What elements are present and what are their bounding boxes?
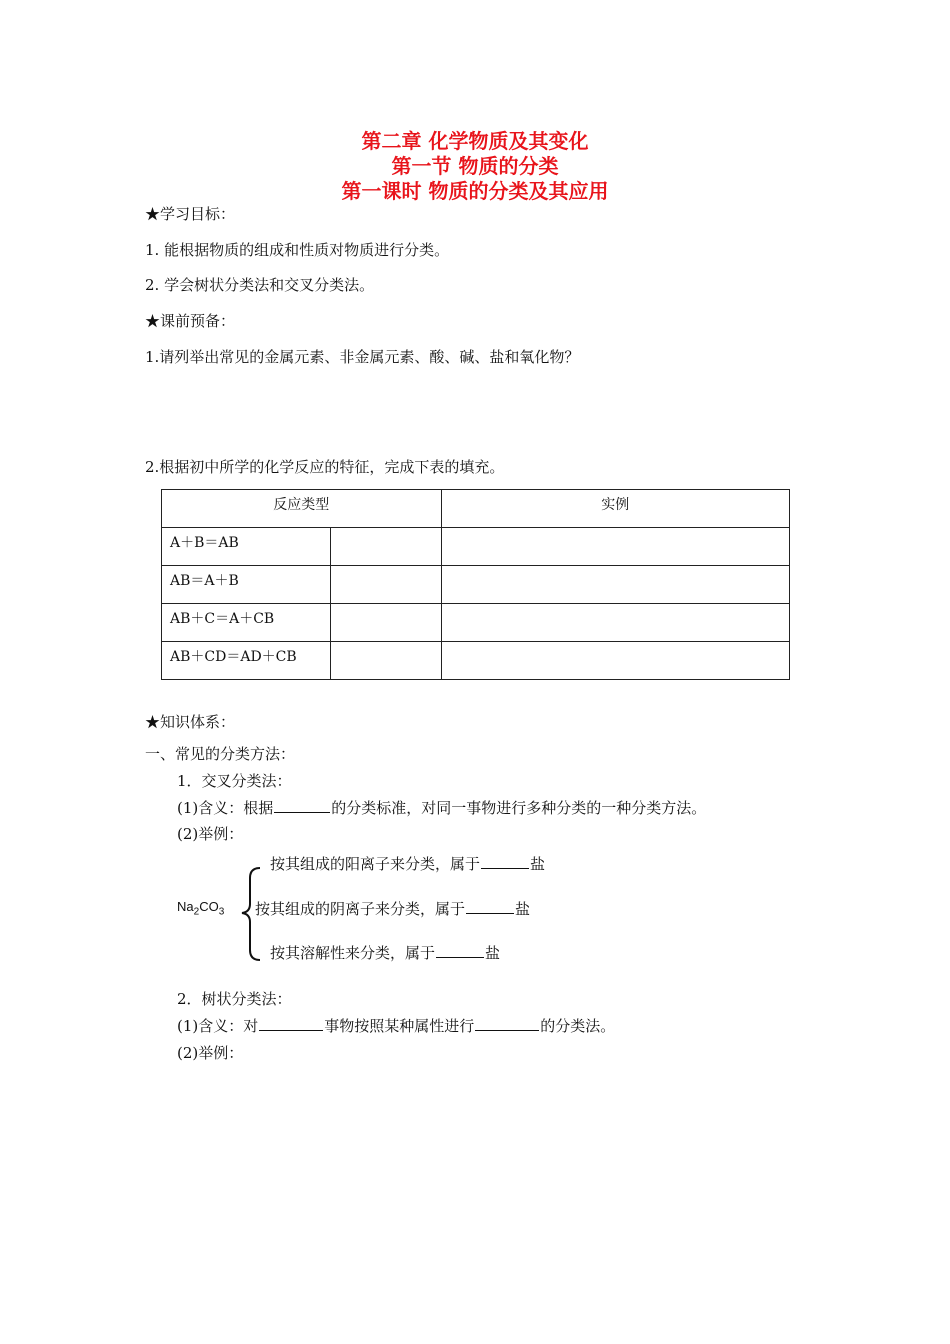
cross-meaning-suffix: 的分类标准，对同一事物进行多种分类的一种分类方法。: [331, 799, 707, 817]
tree-method-example: (2)举例：: [177, 1044, 244, 1062]
classification-branch-anion: 按其组成的阴离子来分类，属于 盐: [255, 900, 531, 918]
goals-heading: ★学习目标：: [145, 205, 236, 223]
classification-branch-solubility: 按其溶解性来分类，属于 盐: [270, 944, 501, 962]
answer-blank[interactable]: [481, 854, 529, 869]
reaction-formula: AB＝A＋B: [162, 566, 331, 604]
table-row: [162, 566, 790, 604]
section-1-heading: 一、常见的分类方法：: [145, 745, 296, 763]
reaction-type-blank: [330, 566, 441, 604]
goal-item-1: 1. 能根据物质的组成和性质对物质进行分类。: [145, 241, 450, 259]
answer-blank[interactable]: [475, 1016, 539, 1031]
reaction-example-blank: [441, 528, 789, 566]
prep-question-2: 2.根据初中所学的化学反应的特征，完成下表的填充。: [145, 458, 505, 476]
tree-method-title: 2．树状分类法：: [177, 990, 292, 1008]
knowledge-heading: ★知识体系：: [145, 713, 236, 731]
table-row: [162, 528, 790, 566]
reaction-formula: AB＋C＝A＋CB: [162, 604, 331, 642]
header-reaction-type: 反应类型: [162, 490, 442, 528]
cross-method-example: (2)举例：: [177, 825, 244, 843]
chapter-title: 第二章 化学物质及其变化: [361, 129, 589, 153]
reaction-formula: A＋B＝AB: [162, 528, 331, 566]
cross-meaning-prefix: (1)含义：根据: [177, 799, 274, 817]
prep-heading: ★课前预备：: [145, 312, 236, 330]
cross-method-title: 1．交叉分类法：: [177, 772, 292, 790]
tree-method-meaning: (1)含义：对 事物按照某种属性进行 的分类法。: [177, 1017, 616, 1035]
table-row: [162, 604, 790, 642]
reaction-type-blank: [330, 528, 441, 566]
goal-item-2: 2. 学会树状分类法和交叉分类法。: [145, 276, 375, 294]
cross-method-meaning: [177, 797, 706, 818]
answer-blank[interactable]: [466, 899, 514, 914]
lesson-title: 第一课时 物质的分类及其应用: [341, 179, 609, 203]
reaction-type-blank: [330, 604, 441, 642]
answer-blank[interactable]: [259, 1016, 323, 1031]
prep-question-1: 1.请列举出常见的金属元素、非金属元素、酸、碱、盐和氧化物？: [145, 348, 580, 366]
header-example: 实例: [441, 490, 789, 528]
reaction-type-blank: [330, 642, 441, 680]
reaction-example-blank: [441, 566, 789, 604]
table-header-row: [162, 490, 790, 528]
classification-branch-cation: 按其组成的阳离子来分类，属于 盐: [270, 855, 546, 873]
reaction-type-table: [161, 489, 790, 680]
reaction-formula: AB＋CD＝AD＋CB: [162, 642, 331, 680]
answer-blank[interactable]: [436, 943, 484, 958]
table-row: [162, 642, 790, 680]
answer-blank[interactable]: [274, 798, 330, 813]
section-title: 第一节 物质的分类: [391, 154, 559, 178]
sodium-carbonate-formula: $Na_2CO_3$: [177, 899, 225, 918]
reaction-example-blank: [441, 642, 789, 680]
reaction-example-blank: [441, 604, 789, 642]
